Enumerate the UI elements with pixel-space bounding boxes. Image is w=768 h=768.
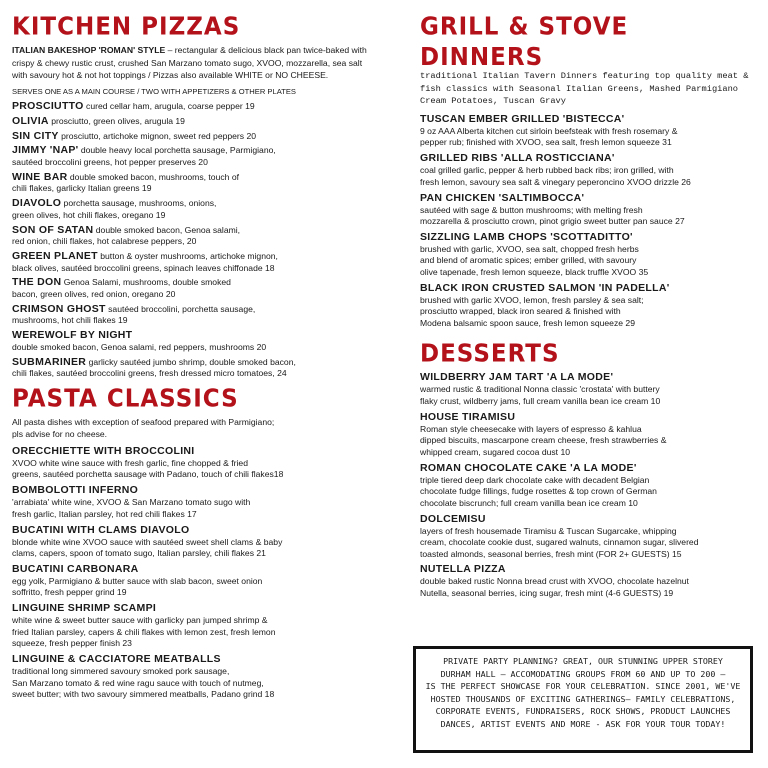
private-party-promo-box: PRIVATE PARTY PLANNING? GREAT, OUR STUNNING UPPER STOREY DURHAM HALL – ACCOMODATING GROUPS FROM 60 AND UP TO 200 – IS THE PERFECT SHOWCASE FOR YOUR CELEBRATION. SINCE 2001, WE'VE HOSTED THOUSANDS OF EXCITING GATHERINGS– FAMILY CELEBRATIONS, CORPORATE EVENTS, FUNDRAISERS, ROCK SHOWS, PRODUCT LAUNCHES DANCES, ARTIST EVENTS AND MORE - ASK FOR YOUR TOUR TODAY! xyxy=(413,646,753,753)
menu-item-description: brushed with garlic XVOO, lemon, fresh parsley & sea salt; prosciutto wrapped, black iron seared & finished with Modena balsamic spoon sauce, fresh lemon squeeze 29 xyxy=(420,294,644,328)
menu-item-name: LINGUINE SHRIMP SCAMPI xyxy=(12,602,157,615)
menu-item-name: SIZZLING LAMB CHOPS 'SCOTTADITTO' xyxy=(420,230,633,243)
menu-item-description: prosciutto, green olives, arugula 19 xyxy=(51,115,185,126)
menu-item-description: triple tiered deep dark chocolate cake with decadent Belgian chocolate fudge fillings, fudge rosettes & top crown of German chocolate biscrunch; full cream vanilla bean ice cream 10 xyxy=(420,474,657,508)
menu-item xyxy=(420,462,756,510)
menu-item-description: Roman style cheesecake with layers of espresso & kahlua dipped biscuits, mascarpone cream cheese, fresh strawberries & whipped cream, sugared cocoa dust 10 xyxy=(420,423,667,457)
menu-item xyxy=(12,172,378,195)
menu-item xyxy=(12,330,378,353)
menu-item-description: sautéed broccolini, porchetta sausage, mushrooms, hot chili flakes 19 xyxy=(12,303,256,326)
menu-item-description: XVOO white wine sauce with fresh garlic, fine chopped & fried greens, sautéed porchetta sausage with Padano, touch of chili flakes18 xyxy=(12,457,284,480)
menu-item xyxy=(420,282,756,330)
kitchen-pizzas-serves-note: SERVES ONE AS A MAIN COURSE / TWO WITH APPETIZERS & OTHER PLATES xyxy=(12,86,296,96)
menu-item xyxy=(12,357,378,380)
menu-item-name: TUSCAN EMBER GRILLED 'BISTECCA' xyxy=(420,112,625,125)
menu-item-description: 'arrabiata' white wine, XVOO & San Marzano tomato sugo with fresh garlic, Italian parsley, hot red chili flakes 17 xyxy=(12,497,251,519)
right-column xyxy=(420,0,756,603)
menu-item xyxy=(12,524,378,560)
menu-item-description: warmed rustic & traditional Nonna classic 'crostata' with buttery flaky crust, wildberry jams, full cream vanilla bean ice cream 10 xyxy=(420,384,661,406)
menu-item-description: porchetta sausage, mushrooms, onions, green olives, hot chili flakes, oregano 19 xyxy=(12,198,217,220)
pasta-classics-section xyxy=(12,384,378,701)
pasta-classics-intro: All pasta dishes with exception of seafood prepared with Parmigiano; pls advise for no cheese. xyxy=(12,416,275,440)
menu-item-name: NUTELLA PIZZA xyxy=(420,563,506,576)
menu-item-name: ROMAN CHOCOLATE CAKE 'A LA MODE' xyxy=(420,461,637,474)
menu-item-description: sautéed with sage & button mushrooms; with melting fresh mozzarella & prosciutto crown, pinot grigio sweet butter pan sauce 27 xyxy=(420,204,685,227)
menu-item-name: PAN CHICKEN 'SALTIMBOCCA' xyxy=(420,191,585,204)
menu-item xyxy=(12,251,378,274)
kitchen-pizzas-intro-text: – rectangular & delicious black pan twice-baked with crispy & chewy rustic crust, crushed San Marzano tomato sugo, XVOO, mozzarella, sea salt with savoury hot & not hot toppings / Pizzas also available WHITE or NO CHEESE. xyxy=(12,45,367,81)
menu-item-name: JIMMY 'NAP' xyxy=(12,144,79,157)
menu-item xyxy=(12,198,378,221)
menu-item-description: 9 oz AAA Alberta kitchen cut sirloin beefsteak with fresh rosemary & pepper rub; finished with XVOO, sea salt, fresh lemon squeeze 31 xyxy=(420,125,678,148)
menu-item-description: double smoked bacon, Genoa salami, red onion, chili flakes, hot calabrese peppers, 20 xyxy=(12,224,241,247)
menu-item xyxy=(12,131,378,143)
menu-item-name: BUCATINI CARBONARA xyxy=(12,562,139,575)
menu-item xyxy=(12,304,378,327)
menu-item-name: SIN CITY xyxy=(12,129,59,142)
menu-item-name: BOMBOLOTTI INFERNO xyxy=(12,484,139,497)
menu-item-name: DIAVOLO xyxy=(12,197,62,210)
kitchen-pizzas-intro-bold: ITALIAN BAKESHOP 'ROMAN' STYLE xyxy=(12,45,166,55)
menu-item-description: traditional long simmered savoury smoked pork sausage, San Marzano tomato & red wine ragu sauce with touch of nutmeg, sweet butter; with two savoury simmered meatballs, Padano grind 18 xyxy=(12,666,275,700)
menu-item-name: GREEN PLANET xyxy=(12,250,98,263)
menu-item xyxy=(420,563,756,599)
menu-item-name: ORECCHIETTE WITH BROCCOLINI xyxy=(12,444,195,457)
menu-item-name: DOLCEMISU xyxy=(420,512,486,525)
menu-item-name: WEREWOLF BY NIGHT xyxy=(12,329,133,342)
desserts-title: DESSERTS xyxy=(420,340,560,369)
menu-item-description: double smoked bacon, Genoa salami, red peppers, mushrooms 20 xyxy=(12,341,267,352)
menu-item-name: LINGUINE & CACCIATORE MEATBALLS xyxy=(12,653,221,666)
menu-item-description: double heavy local porchetta sausage, Parmigiano, sautéed broccolini greens, hot pepper preserves 20 xyxy=(12,145,276,167)
kitchen-pizzas-title: KITCHEN PIZZAS xyxy=(12,13,241,42)
menu-item-name: OLIVIA xyxy=(12,114,49,127)
menu-item-description: button & oyster mushrooms, artichoke mignon, black olives, sautéed broccolini greens, spinach leaves chiffonade 18 xyxy=(12,251,278,273)
menu-item xyxy=(420,371,756,407)
menu-item xyxy=(12,563,378,599)
menu-item-description: layers of fresh housemade Tiramisu & Tuscan Sugarcake, whipping cream, chocolate cookie dust, sugared walnuts, cinnamon sugar, slivered toasted almonds, seasonal berries, fresh mint (FOR 2+ GUESTS) 15 xyxy=(420,525,699,559)
left-column xyxy=(12,0,378,704)
pizza-list xyxy=(12,101,378,380)
menu-item-name: PROSCIUTTO xyxy=(12,99,84,112)
menu-item xyxy=(420,231,756,279)
menu-item-name: CRIMSON GHOST xyxy=(12,302,106,315)
menu-item-name: HOUSE TIRAMISU xyxy=(420,410,516,423)
menu-item xyxy=(12,602,378,650)
grill-stove-intro: traditional Italian Tavern Dinners featuring top quality meat & fish classics with Seasonal Italian Greens, Mashed Parmigiano Cream Potatoes, Tuscan Gravy xyxy=(420,71,749,107)
menu-item-description: egg yolk, Parmigiano & butter sauce with slab bacon, sweet onion soffritto, fresh pepper grind 19 xyxy=(12,575,263,598)
menu-item-name: GRILLED RIBS 'ALLA ROSTICCIANA' xyxy=(420,152,615,165)
menu-item xyxy=(12,277,378,300)
grill-stove-title: GRILL & STOVE DINNERS xyxy=(420,13,629,72)
menu-item-description: blonde white wine XVOO sauce with sautéed sweet shell clams & baby clams, capers, spoon of tomato sugo, Italian parsley, chili flakes 21 xyxy=(12,536,283,559)
menu-item-description: prosciutto, artichoke mignon, sweet red peppers 20 xyxy=(61,130,257,141)
menu-item-description: cured cellar ham, arugula, coarse pepper 19 xyxy=(86,100,255,111)
grill-list xyxy=(420,113,756,330)
pasta-list xyxy=(12,445,378,701)
menu-item-name: WINE BAR xyxy=(12,170,68,183)
menu-item-name: SON OF SATAN xyxy=(12,223,94,236)
menu-item xyxy=(420,152,756,188)
menu-item xyxy=(420,113,756,149)
dessert-list xyxy=(420,371,756,599)
menu-item-name: BUCATINI WITH CLAMS DIAVOLO xyxy=(12,523,190,536)
menu-item-description: garlicky sautéed jumbo shrimp, double smoked bacon, chili flakes, sautéed broccolini greens, fresh dressed micro tomatoes, 24 xyxy=(12,356,296,379)
menu-item-name: BLACK IRON CRUSTED SALMON 'IN PADELLA' xyxy=(420,281,670,294)
menu-item xyxy=(12,653,378,701)
menu-item-name: SUBMARINER xyxy=(12,355,87,368)
menu-item xyxy=(12,116,378,128)
menu-item-description: double baked rustic Nonna bread crust with XVOO, chocolate hazelnut Nutella, seasonal berries, icing sugar, fresh mint (4-6 GUESTS) 19 xyxy=(420,576,689,598)
kitchen-pizzas-intro xyxy=(12,44,378,82)
menu-item-description: white wine & sweet butter sauce with garlicky pan jumped shrimp & fried Italian parsley, capers & chili flakes with lemon zest, fresh lemon squeeze, fresh pepper finish 23 xyxy=(12,615,276,649)
desserts-section xyxy=(420,339,756,599)
kitchen-pizzas-section xyxy=(12,12,378,380)
menu-item xyxy=(420,192,756,228)
menu-item-name: WILDBERRY JAM TART 'A LA MODE' xyxy=(420,371,614,384)
pasta-classics-title: PASTA CLASSICS xyxy=(12,384,239,413)
menu-item xyxy=(420,513,756,561)
menu-item xyxy=(12,101,378,113)
menu-item xyxy=(12,445,378,481)
menu-item xyxy=(420,411,756,459)
menu-item-description: coal grilled garlic, pepper & herb rubbed back ribs; iron grilled, with fresh lemon, savoury sea salt & vinegary peperoncino XVOO drizzle 26 xyxy=(420,165,691,187)
menu-item-name: THE DON xyxy=(12,276,62,289)
menu-item-description: Genoa Salami, mushrooms, double smoked bacon, green olives, red onion, oregano 20 xyxy=(12,277,231,299)
menu-item-description: brushed with garlic, XVOO, sea salt, chopped fresh herbs and blend of aromatic spices; ember grilled, with savoury olive tapenade, fresh lemon squeeze, black truffle XVOO 35 xyxy=(420,243,649,277)
grill-stove-section xyxy=(420,12,756,329)
menu-item xyxy=(12,484,378,520)
menu-item-description: double smoked bacon, mushrooms, touch of chili flakes, garlicky Italian greens 19 xyxy=(12,171,239,194)
menu-item xyxy=(12,145,378,168)
menu-item xyxy=(12,225,378,248)
